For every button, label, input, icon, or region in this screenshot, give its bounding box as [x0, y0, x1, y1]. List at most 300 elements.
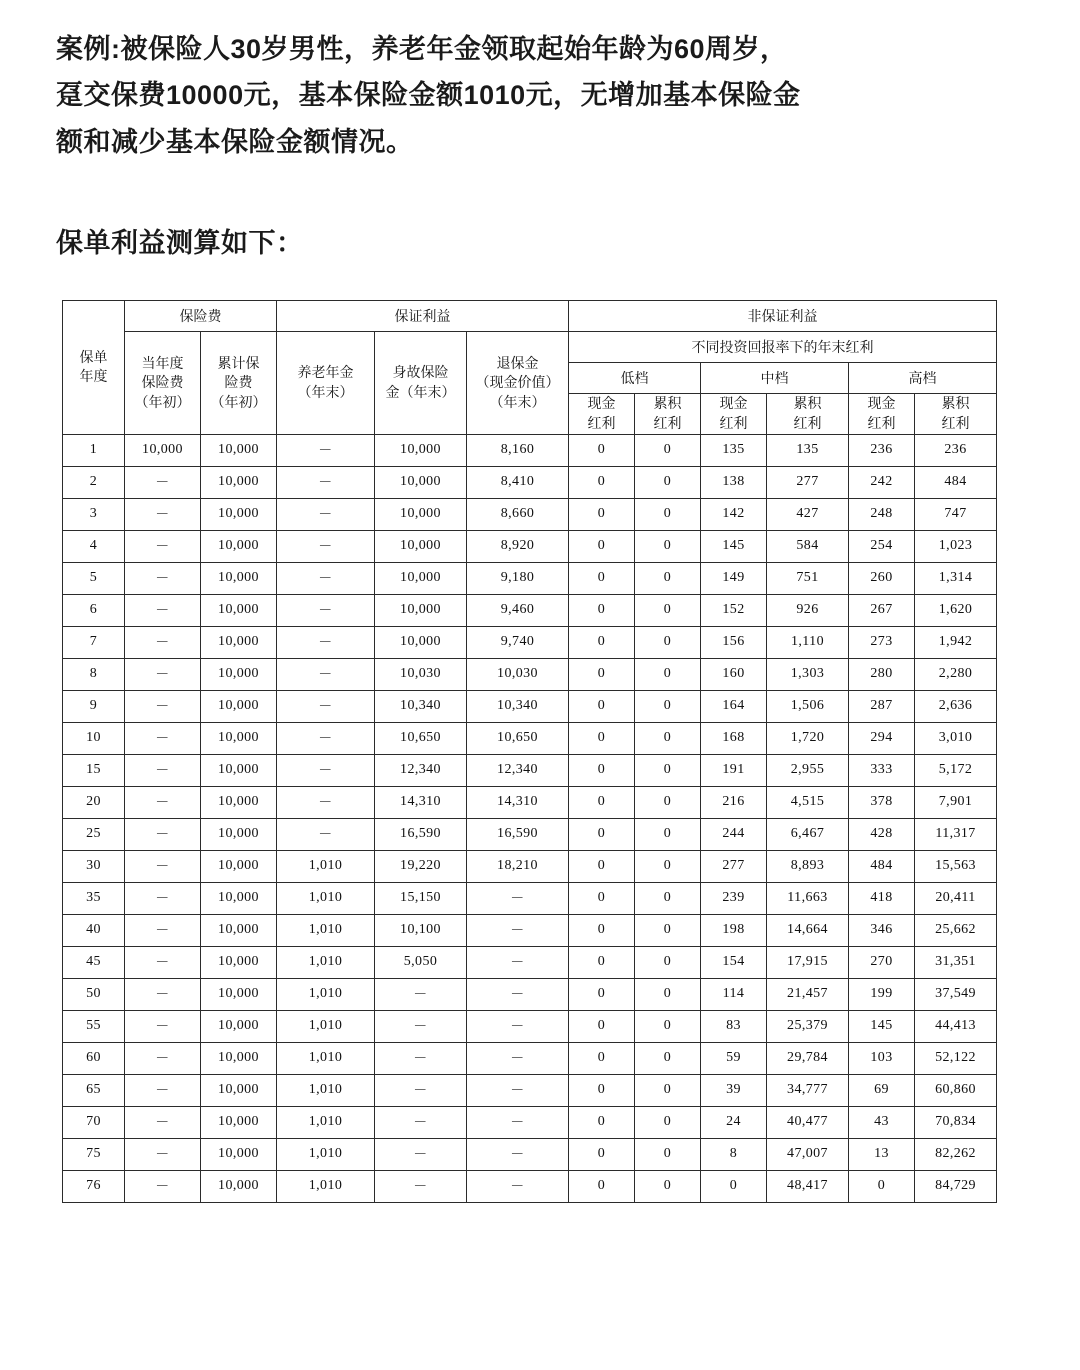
cell-pension-annuity: －	[277, 690, 375, 722]
cell-policy-year: 30	[63, 850, 125, 882]
table-row	[63, 1042, 997, 1074]
cell-death-benefit: 10,100	[375, 914, 467, 946]
cell-mid-cumulative-dividend: 14,664	[767, 914, 849, 946]
cell-low-cash-dividend: 0	[569, 690, 635, 722]
cell-current-premium: －	[125, 818, 201, 850]
cell-pension-annuity: －	[277, 530, 375, 562]
cell-current-premium: －	[125, 626, 201, 658]
cell-pension-annuity: －	[277, 626, 375, 658]
header-current-premium-line2: 保险费	[141, 374, 184, 391]
cell-surrender-value: 14,310	[467, 786, 569, 818]
cell-current-premium: －	[125, 658, 201, 690]
cell-mid-cash-dividend: 154	[701, 946, 767, 978]
header-mid-cum-line2: 红利	[793, 414, 822, 431]
cell-low-cash-dividend: 0	[569, 818, 635, 850]
cell-low-cash-dividend: 0	[569, 978, 635, 1010]
cell-surrender-value: －	[467, 1074, 569, 1106]
header-low-tier: 低档	[569, 363, 701, 394]
cell-low-cash-dividend: 0	[569, 946, 635, 978]
cell-mid-cumulative-dividend: 48,417	[767, 1170, 849, 1202]
cell-cumulative-premium: 10,000	[201, 946, 277, 978]
cell-high-cumulative-dividend: 2,280	[915, 658, 997, 690]
cell-high-cash-dividend: 428	[849, 818, 915, 850]
cell-cumulative-premium: 10,000	[201, 1170, 277, 1202]
cell-policy-year: 6	[63, 594, 125, 626]
cell-cumulative-premium: 10,000	[201, 1042, 277, 1074]
cell-cumulative-premium: 10,000	[201, 658, 277, 690]
cell-high-cumulative-dividend: 15,563	[915, 850, 997, 882]
cell-mid-cumulative-dividend: 1,303	[767, 658, 849, 690]
cell-mid-cumulative-dividend: 6,467	[767, 818, 849, 850]
cell-high-cash-dividend: 199	[849, 978, 915, 1010]
table-row	[63, 594, 997, 626]
cell-death-benefit: 10,000	[375, 498, 467, 530]
cell-high-cash-dividend: 0	[849, 1170, 915, 1202]
cell-cumulative-premium: 10,000	[201, 530, 277, 562]
header-low-cum-line2: 红利	[653, 414, 682, 431]
cell-low-cumulative-dividend: 0	[635, 1074, 701, 1106]
cell-death-benefit: 15,150	[375, 882, 467, 914]
table-row	[63, 1010, 997, 1042]
table-row	[63, 722, 997, 754]
cell-death-benefit: 10,030	[375, 658, 467, 690]
cell-cumulative-premium: 10,000	[201, 914, 277, 946]
header-current-premium	[125, 332, 201, 434]
cell-policy-year: 15	[63, 754, 125, 786]
cell-policy-year: 50	[63, 978, 125, 1010]
cell-low-cumulative-dividend: 0	[635, 658, 701, 690]
cell-policy-year: 8	[63, 658, 125, 690]
cell-low-cumulative-dividend: 0	[635, 818, 701, 850]
cell-mid-cash-dividend: 277	[701, 850, 767, 882]
cell-mid-cumulative-dividend: 21,457	[767, 978, 849, 1010]
table-row	[63, 818, 997, 850]
cell-death-benefit: 19,220	[375, 850, 467, 882]
table-row	[63, 882, 997, 914]
cell-death-benefit: 10,650	[375, 722, 467, 754]
cell-low-cumulative-dividend: 0	[635, 594, 701, 626]
cell-policy-year: 70	[63, 1106, 125, 1138]
cell-mid-cumulative-dividend: 277	[767, 466, 849, 498]
cell-surrender-value: 8,410	[467, 466, 569, 498]
cell-high-cumulative-dividend: 25,662	[915, 914, 997, 946]
cell-low-cash-dividend: 0	[569, 1170, 635, 1202]
cell-surrender-value: 10,650	[467, 722, 569, 754]
cell-mid-cumulative-dividend: 751	[767, 562, 849, 594]
header-high-cash-line1: 现金	[867, 395, 896, 412]
cell-current-premium: －	[125, 594, 201, 626]
cell-policy-year: 60	[63, 1042, 125, 1074]
cell-low-cumulative-dividend: 0	[635, 946, 701, 978]
cell-surrender-value: －	[467, 946, 569, 978]
cell-pension-annuity: 1,010	[277, 1010, 375, 1042]
header-high-cum-line1: 累积	[941, 395, 970, 412]
table-row	[63, 466, 997, 498]
cell-death-benefit: 10,000	[375, 466, 467, 498]
cell-current-premium: －	[125, 850, 201, 882]
cell-high-cumulative-dividend: 52,122	[915, 1042, 997, 1074]
table-row	[63, 850, 997, 882]
cell-high-cumulative-dividend: 60,860	[915, 1074, 997, 1106]
cell-high-cumulative-dividend: 1,023	[915, 530, 997, 562]
cell-policy-year: 20	[63, 786, 125, 818]
cell-mid-cash-dividend: 142	[701, 498, 767, 530]
cell-cumulative-premium: 10,000	[201, 626, 277, 658]
cell-low-cumulative-dividend: 0	[635, 786, 701, 818]
cell-high-cumulative-dividend: 20,411	[915, 882, 997, 914]
cell-pension-annuity: －	[277, 594, 375, 626]
table-row	[63, 498, 997, 530]
cell-pension-annuity: －	[277, 658, 375, 690]
header-high-cumulative-dividend	[915, 394, 997, 434]
header-mid-tier: 中档	[701, 363, 849, 394]
header-nonguaranteed-group: 非保证利益	[569, 301, 997, 332]
cell-low-cumulative-dividend: 0	[635, 498, 701, 530]
cell-mid-cash-dividend: 24	[701, 1106, 767, 1138]
cell-current-premium: －	[125, 1138, 201, 1170]
cell-mid-cumulative-dividend: 47,007	[767, 1138, 849, 1170]
cell-surrender-value: 10,340	[467, 690, 569, 722]
cell-mid-cumulative-dividend: 1,506	[767, 690, 849, 722]
cell-current-premium: －	[125, 914, 201, 946]
table-row	[63, 434, 997, 466]
header-cumulative-premium-line2: 险费	[224, 374, 253, 391]
cell-pension-annuity: －	[277, 562, 375, 594]
case-description-line-2: 趸交保费10000元，基本保险金额1010元，无增加基本保险金	[56, 80, 801, 111]
cell-high-cash-dividend: 346	[849, 914, 915, 946]
cell-cumulative-premium: 10,000	[201, 594, 277, 626]
cell-current-premium: －	[125, 978, 201, 1010]
cell-policy-year: 9	[63, 690, 125, 722]
cell-surrender-value: 16,590	[467, 818, 569, 850]
benefit-table	[62, 300, 997, 1202]
header-mid-cumulative-dividend	[767, 394, 849, 434]
cell-pension-annuity: 1,010	[277, 978, 375, 1010]
cell-mid-cumulative-dividend: 29,784	[767, 1042, 849, 1074]
cell-high-cash-dividend: 103	[849, 1042, 915, 1074]
cell-pension-annuity: 1,010	[277, 1138, 375, 1170]
header-cumulative-premium-line3: （年初）	[210, 393, 267, 410]
cell-mid-cumulative-dividend: 11,663	[767, 882, 849, 914]
cell-mid-cumulative-dividend: 584	[767, 530, 849, 562]
cell-policy-year: 1	[63, 434, 125, 466]
cell-high-cash-dividend: 267	[849, 594, 915, 626]
header-pension-annuity	[277, 332, 375, 434]
cell-high-cumulative-dividend: 84,729	[915, 1170, 997, 1202]
cell-high-cumulative-dividend: 44,413	[915, 1010, 997, 1042]
cell-mid-cash-dividend: 191	[701, 754, 767, 786]
cell-low-cumulative-dividend: 0	[635, 914, 701, 946]
cell-cumulative-premium: 10,000	[201, 1138, 277, 1170]
cell-high-cash-dividend: 145	[849, 1010, 915, 1042]
cell-high-cash-dividend: 273	[849, 626, 915, 658]
cell-policy-year: 4	[63, 530, 125, 562]
cell-low-cash-dividend: 0	[569, 434, 635, 466]
cell-surrender-value: 9,180	[467, 562, 569, 594]
cell-low-cash-dividend: 0	[569, 530, 635, 562]
header-high-cash-line2: 红利	[867, 414, 896, 431]
cell-surrender-value: 8,160	[467, 434, 569, 466]
cell-high-cumulative-dividend: 236	[915, 434, 997, 466]
header-policy-year	[63, 301, 125, 434]
cell-high-cash-dividend: 242	[849, 466, 915, 498]
cell-current-premium: －	[125, 466, 201, 498]
header-current-premium-line1: 当年度	[141, 354, 184, 371]
header-cumulative-premium-line1: 累计保	[217, 354, 260, 371]
cell-mid-cumulative-dividend: 427	[767, 498, 849, 530]
cell-surrender-value: －	[467, 1138, 569, 1170]
cell-mid-cumulative-dividend: 926	[767, 594, 849, 626]
cell-high-cash-dividend: 294	[849, 722, 915, 754]
cell-low-cumulative-dividend: 0	[635, 434, 701, 466]
cell-surrender-value: －	[467, 1170, 569, 1202]
cell-surrender-value: －	[467, 882, 569, 914]
cell-high-cumulative-dividend: 3,010	[915, 722, 997, 754]
cell-current-premium: －	[125, 786, 201, 818]
cell-policy-year: 40	[63, 914, 125, 946]
cell-cumulative-premium: 10,000	[201, 818, 277, 850]
cell-cumulative-premium: 10,000	[201, 1074, 277, 1106]
cell-mid-cash-dividend: 164	[701, 690, 767, 722]
cell-death-benefit: －	[375, 1074, 467, 1106]
header-dividend-title: 不同投资回报率下的年末红利	[569, 332, 997, 363]
cell-low-cumulative-dividend: 0	[635, 978, 701, 1010]
cell-pension-annuity: －	[277, 434, 375, 466]
cell-high-cumulative-dividend: 1,314	[915, 562, 997, 594]
cell-low-cumulative-dividend: 0	[635, 722, 701, 754]
cell-pension-annuity: 1,010	[277, 1106, 375, 1138]
cell-cumulative-premium: 10,000	[201, 722, 277, 754]
header-mid-cash-line1: 现金	[719, 395, 748, 412]
table-row	[63, 754, 997, 786]
cell-pension-annuity: 1,010	[277, 882, 375, 914]
cell-policy-year: 10	[63, 722, 125, 754]
cell-high-cumulative-dividend: 70,834	[915, 1106, 997, 1138]
cell-low-cash-dividend: 0	[569, 594, 635, 626]
cell-death-benefit: 12,340	[375, 754, 467, 786]
cell-surrender-value: 9,740	[467, 626, 569, 658]
table-row	[63, 690, 997, 722]
cell-high-cash-dividend: 484	[849, 850, 915, 882]
cell-mid-cumulative-dividend: 40,477	[767, 1106, 849, 1138]
cell-surrender-value: 10,030	[467, 658, 569, 690]
cell-current-premium: －	[125, 562, 201, 594]
header-death-benefit	[375, 332, 467, 434]
cell-mid-cash-dividend: 114	[701, 978, 767, 1010]
cell-mid-cumulative-dividend: 34,777	[767, 1074, 849, 1106]
table-row	[63, 786, 997, 818]
cell-mid-cash-dividend: 149	[701, 562, 767, 594]
header-low-cum-line1: 累积	[653, 395, 682, 412]
cell-high-cumulative-dividend: 1,942	[915, 626, 997, 658]
cell-mid-cash-dividend: 156	[701, 626, 767, 658]
header-high-cum-line2: 红利	[941, 414, 970, 431]
cell-mid-cash-dividend: 216	[701, 786, 767, 818]
cell-mid-cash-dividend: 244	[701, 818, 767, 850]
header-surrender-value	[467, 332, 569, 434]
cell-mid-cumulative-dividend: 2,955	[767, 754, 849, 786]
cell-low-cumulative-dividend: 0	[635, 1170, 701, 1202]
cell-death-benefit: 10,000	[375, 594, 467, 626]
cell-low-cash-dividend: 0	[569, 562, 635, 594]
header-low-cumulative-dividend	[635, 394, 701, 434]
cell-high-cash-dividend: 69	[849, 1074, 915, 1106]
cell-death-benefit: 10,000	[375, 434, 467, 466]
cell-surrender-value: 9,460	[467, 594, 569, 626]
cell-current-premium: －	[125, 754, 201, 786]
cell-cumulative-premium: 10,000	[201, 434, 277, 466]
cell-mid-cash-dividend: 160	[701, 658, 767, 690]
cell-death-benefit: －	[375, 1170, 467, 1202]
cell-death-benefit: －	[375, 1106, 467, 1138]
cell-high-cumulative-dividend: 1,620	[915, 594, 997, 626]
cell-cumulative-premium: 10,000	[201, 690, 277, 722]
cell-policy-year: 2	[63, 466, 125, 498]
cell-high-cumulative-dividend: 484	[915, 466, 997, 498]
cell-death-benefit: 10,000	[375, 530, 467, 562]
cell-surrender-value: －	[467, 1042, 569, 1074]
cell-mid-cash-dividend: 198	[701, 914, 767, 946]
table-row	[63, 1170, 997, 1202]
cell-surrender-value: －	[467, 1010, 569, 1042]
header-cumulative-premium	[201, 332, 277, 434]
cell-low-cumulative-dividend: 0	[635, 850, 701, 882]
cell-pension-annuity: －	[277, 466, 375, 498]
cell-low-cumulative-dividend: 0	[635, 530, 701, 562]
cell-mid-cash-dividend: 83	[701, 1010, 767, 1042]
cell-cumulative-premium: 10,000	[201, 466, 277, 498]
cell-high-cash-dividend: 418	[849, 882, 915, 914]
cell-mid-cash-dividend: 239	[701, 882, 767, 914]
cell-mid-cumulative-dividend: 25,379	[767, 1010, 849, 1042]
cell-low-cash-dividend: 0	[569, 754, 635, 786]
header-pension-line2: （年末）	[297, 383, 354, 400]
cell-cumulative-premium: 10,000	[201, 786, 277, 818]
cell-policy-year: 5	[63, 562, 125, 594]
cell-high-cash-dividend: 333	[849, 754, 915, 786]
cell-mid-cash-dividend: 39	[701, 1074, 767, 1106]
case-description-line-3: 额和减少基本保险金额情况。	[56, 126, 414, 157]
header-death-line1: 身故保险	[392, 364, 449, 381]
header-policy-year-line1: 保单	[79, 348, 108, 365]
cell-current-premium: －	[125, 1074, 201, 1106]
cell-pension-annuity: 1,010	[277, 850, 375, 882]
cell-mid-cumulative-dividend: 4,515	[767, 786, 849, 818]
cell-mid-cash-dividend: 145	[701, 530, 767, 562]
cell-surrender-value: 8,920	[467, 530, 569, 562]
cell-current-premium: －	[125, 722, 201, 754]
cell-low-cash-dividend: 0	[569, 722, 635, 754]
cell-policy-year: 3	[63, 498, 125, 530]
cell-high-cumulative-dividend: 37,549	[915, 978, 997, 1010]
cell-low-cumulative-dividend: 0	[635, 1106, 701, 1138]
cell-low-cumulative-dividend: 0	[635, 690, 701, 722]
cell-policy-year: 75	[63, 1138, 125, 1170]
cell-death-benefit: 10,000	[375, 562, 467, 594]
header-guaranteed-group: 保证利益	[277, 301, 569, 332]
cell-current-premium: －	[125, 498, 201, 530]
benefit-table-container	[56, 300, 1024, 1202]
cell-surrender-value: 18,210	[467, 850, 569, 882]
header-premium-group: 保险费	[125, 301, 277, 332]
cell-high-cumulative-dividend: 7,901	[915, 786, 997, 818]
cell-cumulative-premium: 10,000	[201, 882, 277, 914]
cell-low-cash-dividend: 0	[569, 626, 635, 658]
cell-pension-annuity: 1,010	[277, 946, 375, 978]
cell-low-cash-dividend: 0	[569, 498, 635, 530]
cell-current-premium: －	[125, 690, 201, 722]
cell-policy-year: 45	[63, 946, 125, 978]
cell-death-benefit: －	[375, 1042, 467, 1074]
cell-pension-annuity: 1,010	[277, 1074, 375, 1106]
cell-cumulative-premium: 10,000	[201, 754, 277, 786]
cell-mid-cumulative-dividend: 17,915	[767, 946, 849, 978]
cell-policy-year: 25	[63, 818, 125, 850]
cell-cumulative-premium: 10,000	[201, 850, 277, 882]
header-mid-cum-line1: 累积	[793, 395, 822, 412]
cell-high-cash-dividend: 378	[849, 786, 915, 818]
cell-mid-cumulative-dividend: 1,720	[767, 722, 849, 754]
header-current-premium-line3: （年初）	[134, 393, 191, 410]
table-header	[63, 301, 997, 434]
cell-pension-annuity: －	[277, 754, 375, 786]
cell-low-cash-dividend: 0	[569, 786, 635, 818]
header-pension-line1: 养老年金	[297, 364, 354, 381]
cell-mid-cumulative-dividend: 1,110	[767, 626, 849, 658]
cell-low-cash-dividend: 0	[569, 658, 635, 690]
cell-low-cash-dividend: 0	[569, 1010, 635, 1042]
cell-death-benefit: 10,000	[375, 626, 467, 658]
cell-high-cash-dividend: 260	[849, 562, 915, 594]
table-row	[63, 562, 997, 594]
cell-low-cash-dividend: 0	[569, 466, 635, 498]
cell-current-premium: －	[125, 530, 201, 562]
cell-cumulative-premium: 10,000	[201, 1010, 277, 1042]
section-title: 保单利益测算如下：	[56, 228, 304, 259]
cell-death-benefit: 10,340	[375, 690, 467, 722]
header-mid-cash-dividend	[701, 394, 767, 434]
cell-low-cumulative-dividend: 0	[635, 754, 701, 786]
cell-policy-year: 65	[63, 1074, 125, 1106]
case-description	[56, 26, 1024, 165]
cell-cumulative-premium: 10,000	[201, 978, 277, 1010]
header-low-cash-dividend	[569, 394, 635, 434]
cell-low-cumulative-dividend: 0	[635, 882, 701, 914]
cell-policy-year: 55	[63, 1010, 125, 1042]
cell-mid-cash-dividend: 0	[701, 1170, 767, 1202]
header-death-line2: 金（年末）	[385, 383, 456, 400]
cell-low-cumulative-dividend: 0	[635, 1010, 701, 1042]
header-mid-cash-line2: 红利	[719, 414, 748, 431]
cell-high-cash-dividend: 287	[849, 690, 915, 722]
cell-current-premium: －	[125, 1010, 201, 1042]
cell-pension-annuity: －	[277, 498, 375, 530]
table-row	[63, 1106, 997, 1138]
cell-low-cumulative-dividend: 0	[635, 1138, 701, 1170]
header-high-tier: 高档	[849, 363, 997, 394]
cell-mid-cash-dividend: 59	[701, 1042, 767, 1074]
cell-low-cash-dividend: 0	[569, 882, 635, 914]
cell-low-cash-dividend: 0	[569, 1074, 635, 1106]
cell-surrender-value: 12,340	[467, 754, 569, 786]
cell-high-cash-dividend: 236	[849, 434, 915, 466]
cell-low-cumulative-dividend: 0	[635, 1042, 701, 1074]
cell-surrender-value: 8,660	[467, 498, 569, 530]
cell-pension-annuity: 1,010	[277, 1170, 375, 1202]
header-surrender-line1: 退保金	[496, 354, 539, 371]
cell-surrender-value: －	[467, 914, 569, 946]
cell-mid-cash-dividend: 138	[701, 466, 767, 498]
